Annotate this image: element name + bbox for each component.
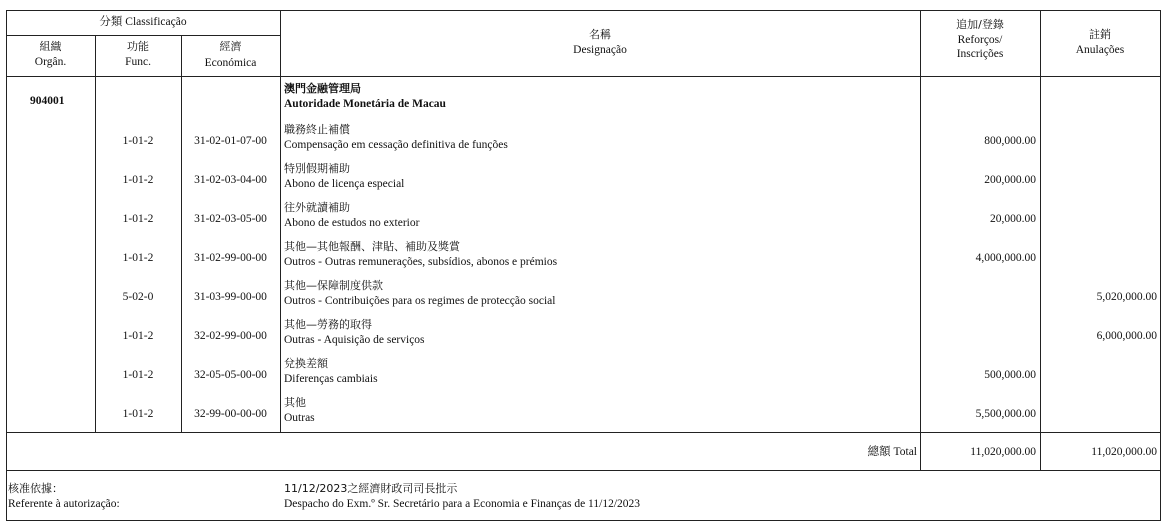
table-left-border	[6, 10, 7, 521]
row-reinforcement-value: 200,000.00	[984, 174, 1036, 186]
row-designation-zh: 兌換差額	[284, 357, 328, 370]
col-sep-5	[1040, 10, 1041, 470]
header-functional-pt: Func.	[125, 56, 151, 68]
row-reinforcement-value: 500,000.00	[984, 369, 1036, 381]
row-functional-code: 1-01-2	[122, 252, 154, 264]
header-annulments-zh: 註銷	[1089, 28, 1111, 41]
header-designation-zh: 名稱	[589, 28, 611, 41]
row-designation-zh: 其他	[284, 396, 306, 409]
total-top-line	[6, 432, 1160, 433]
row-functional-code: 1-01-2	[122, 369, 154, 381]
header-designation-pt: Designação	[573, 44, 627, 56]
classification-subheader-line	[6, 35, 280, 36]
table-bottom-border	[6, 470, 1160, 471]
table-right-border	[1160, 10, 1161, 521]
footer-basis-zh: 核准依據：	[8, 482, 63, 495]
row-economic-code: 31-03-99-00-00	[194, 291, 267, 303]
row-designation-pt: Compensação em cessação definitiva de funções	[284, 139, 508, 151]
row-functional-code: 1-01-2	[122, 408, 154, 420]
footer-bottom-border	[6, 520, 1161, 521]
header-bottom-line	[6, 76, 1160, 77]
row-designation-pt: Outros - Outras remunerações, subsídios, abonos e prémios	[284, 256, 558, 268]
row-designation-zh: 職務終止補償	[284, 123, 350, 136]
footer-dispatch-zh: 11/12/2023之經濟財政司司長批示	[284, 482, 458, 495]
row-functional-code: 1-01-2	[122, 330, 154, 342]
row-economic-code: 32-99-00-00-00	[194, 408, 267, 420]
row-designation-zh: 其他—其他報酬、津貼、補助及獎賞	[284, 240, 460, 253]
row-designation-zh: 其他—保障制度供款	[284, 279, 383, 292]
row-designation-zh: 特別假期補助	[284, 162, 350, 175]
col-sep-4	[920, 10, 921, 470]
row-economic-code: 32-02-99-00-00	[194, 330, 267, 342]
header-economic-zh: 經濟	[219, 40, 242, 53]
row-designation-zh: 其他—勞務的取得	[284, 318, 372, 331]
row-designation-pt: Outras - Aquisição de serviços	[284, 334, 425, 346]
col-sep-3	[280, 10, 281, 432]
entity-code: 904001	[30, 95, 65, 107]
row-reinforcement-value: 4,000,000.00	[975, 252, 1036, 264]
row-annulment-value: 6,000,000.00	[1096, 330, 1157, 342]
header-economic-pt: Económica	[204, 57, 257, 69]
row-designation-zh: 往外就讀補助	[284, 201, 350, 214]
header-organic-pt: Orgân.	[34, 56, 67, 68]
header-functional-zh: 功能	[127, 40, 149, 53]
header-reinforcements-pt2: Inscrições	[956, 48, 1004, 60]
header-reinforcements-zh: 追加/登錄	[956, 18, 1004, 31]
header-annulments-pt: Anulações	[1075, 44, 1125, 56]
row-economic-code: 31-02-99-00-00	[194, 252, 267, 264]
row-reinforcement-value: 20,000.00	[990, 213, 1036, 225]
row-designation-pt: Abono de licença especial	[284, 178, 405, 190]
row-functional-code: 1-01-2	[122, 174, 154, 186]
entity-name-zh: 澳門金融管理局	[284, 82, 361, 95]
table-top-border	[6, 10, 1160, 11]
header-organic-zh: 組織	[39, 40, 62, 53]
row-functional-code: 1-01-2	[122, 213, 154, 225]
row-functional-code: 1-01-2	[122, 135, 154, 147]
header-reinforcements-pt1: Reforços/	[957, 34, 1003, 46]
row-designation-pt: Diferenças cambiais	[284, 373, 378, 385]
total-annulments: 11,020,000.00	[1091, 446, 1157, 458]
total-reinforcements: 11,020,000.00	[970, 446, 1036, 458]
row-designation-pt: Outras	[284, 412, 315, 424]
row-designation-pt: Outros - Contribuições para os regimes de protecção social	[284, 295, 556, 307]
row-economic-code: 32-05-05-00-00	[194, 369, 267, 381]
header-classification: 分類 Classificação	[99, 16, 187, 28]
row-economic-code: 31-02-01-07-00	[194, 135, 267, 147]
row-annulment-value: 5,020,000.00	[1096, 291, 1157, 303]
footer-dispatch-pt: Despacho do Exm.º Sr. Secretário para a Economia e Finanças de 11/12/2023	[284, 498, 641, 510]
row-reinforcement-value: 5,500,000.00	[975, 408, 1036, 420]
row-economic-code: 31-02-03-05-00	[194, 213, 267, 225]
row-economic-code: 31-02-03-04-00	[194, 174, 267, 186]
row-reinforcement-value: 800,000.00	[984, 135, 1036, 147]
footer-basis-pt: Referente à autorização:	[8, 498, 120, 510]
total-label: 總額 Total	[867, 446, 917, 458]
row-designation-pt: Abono de estudos no exterior	[284, 217, 420, 229]
entity-name-pt: Autoridade Monetária de Macau	[284, 98, 446, 110]
row-functional-code: 5-02-0	[122, 291, 154, 303]
